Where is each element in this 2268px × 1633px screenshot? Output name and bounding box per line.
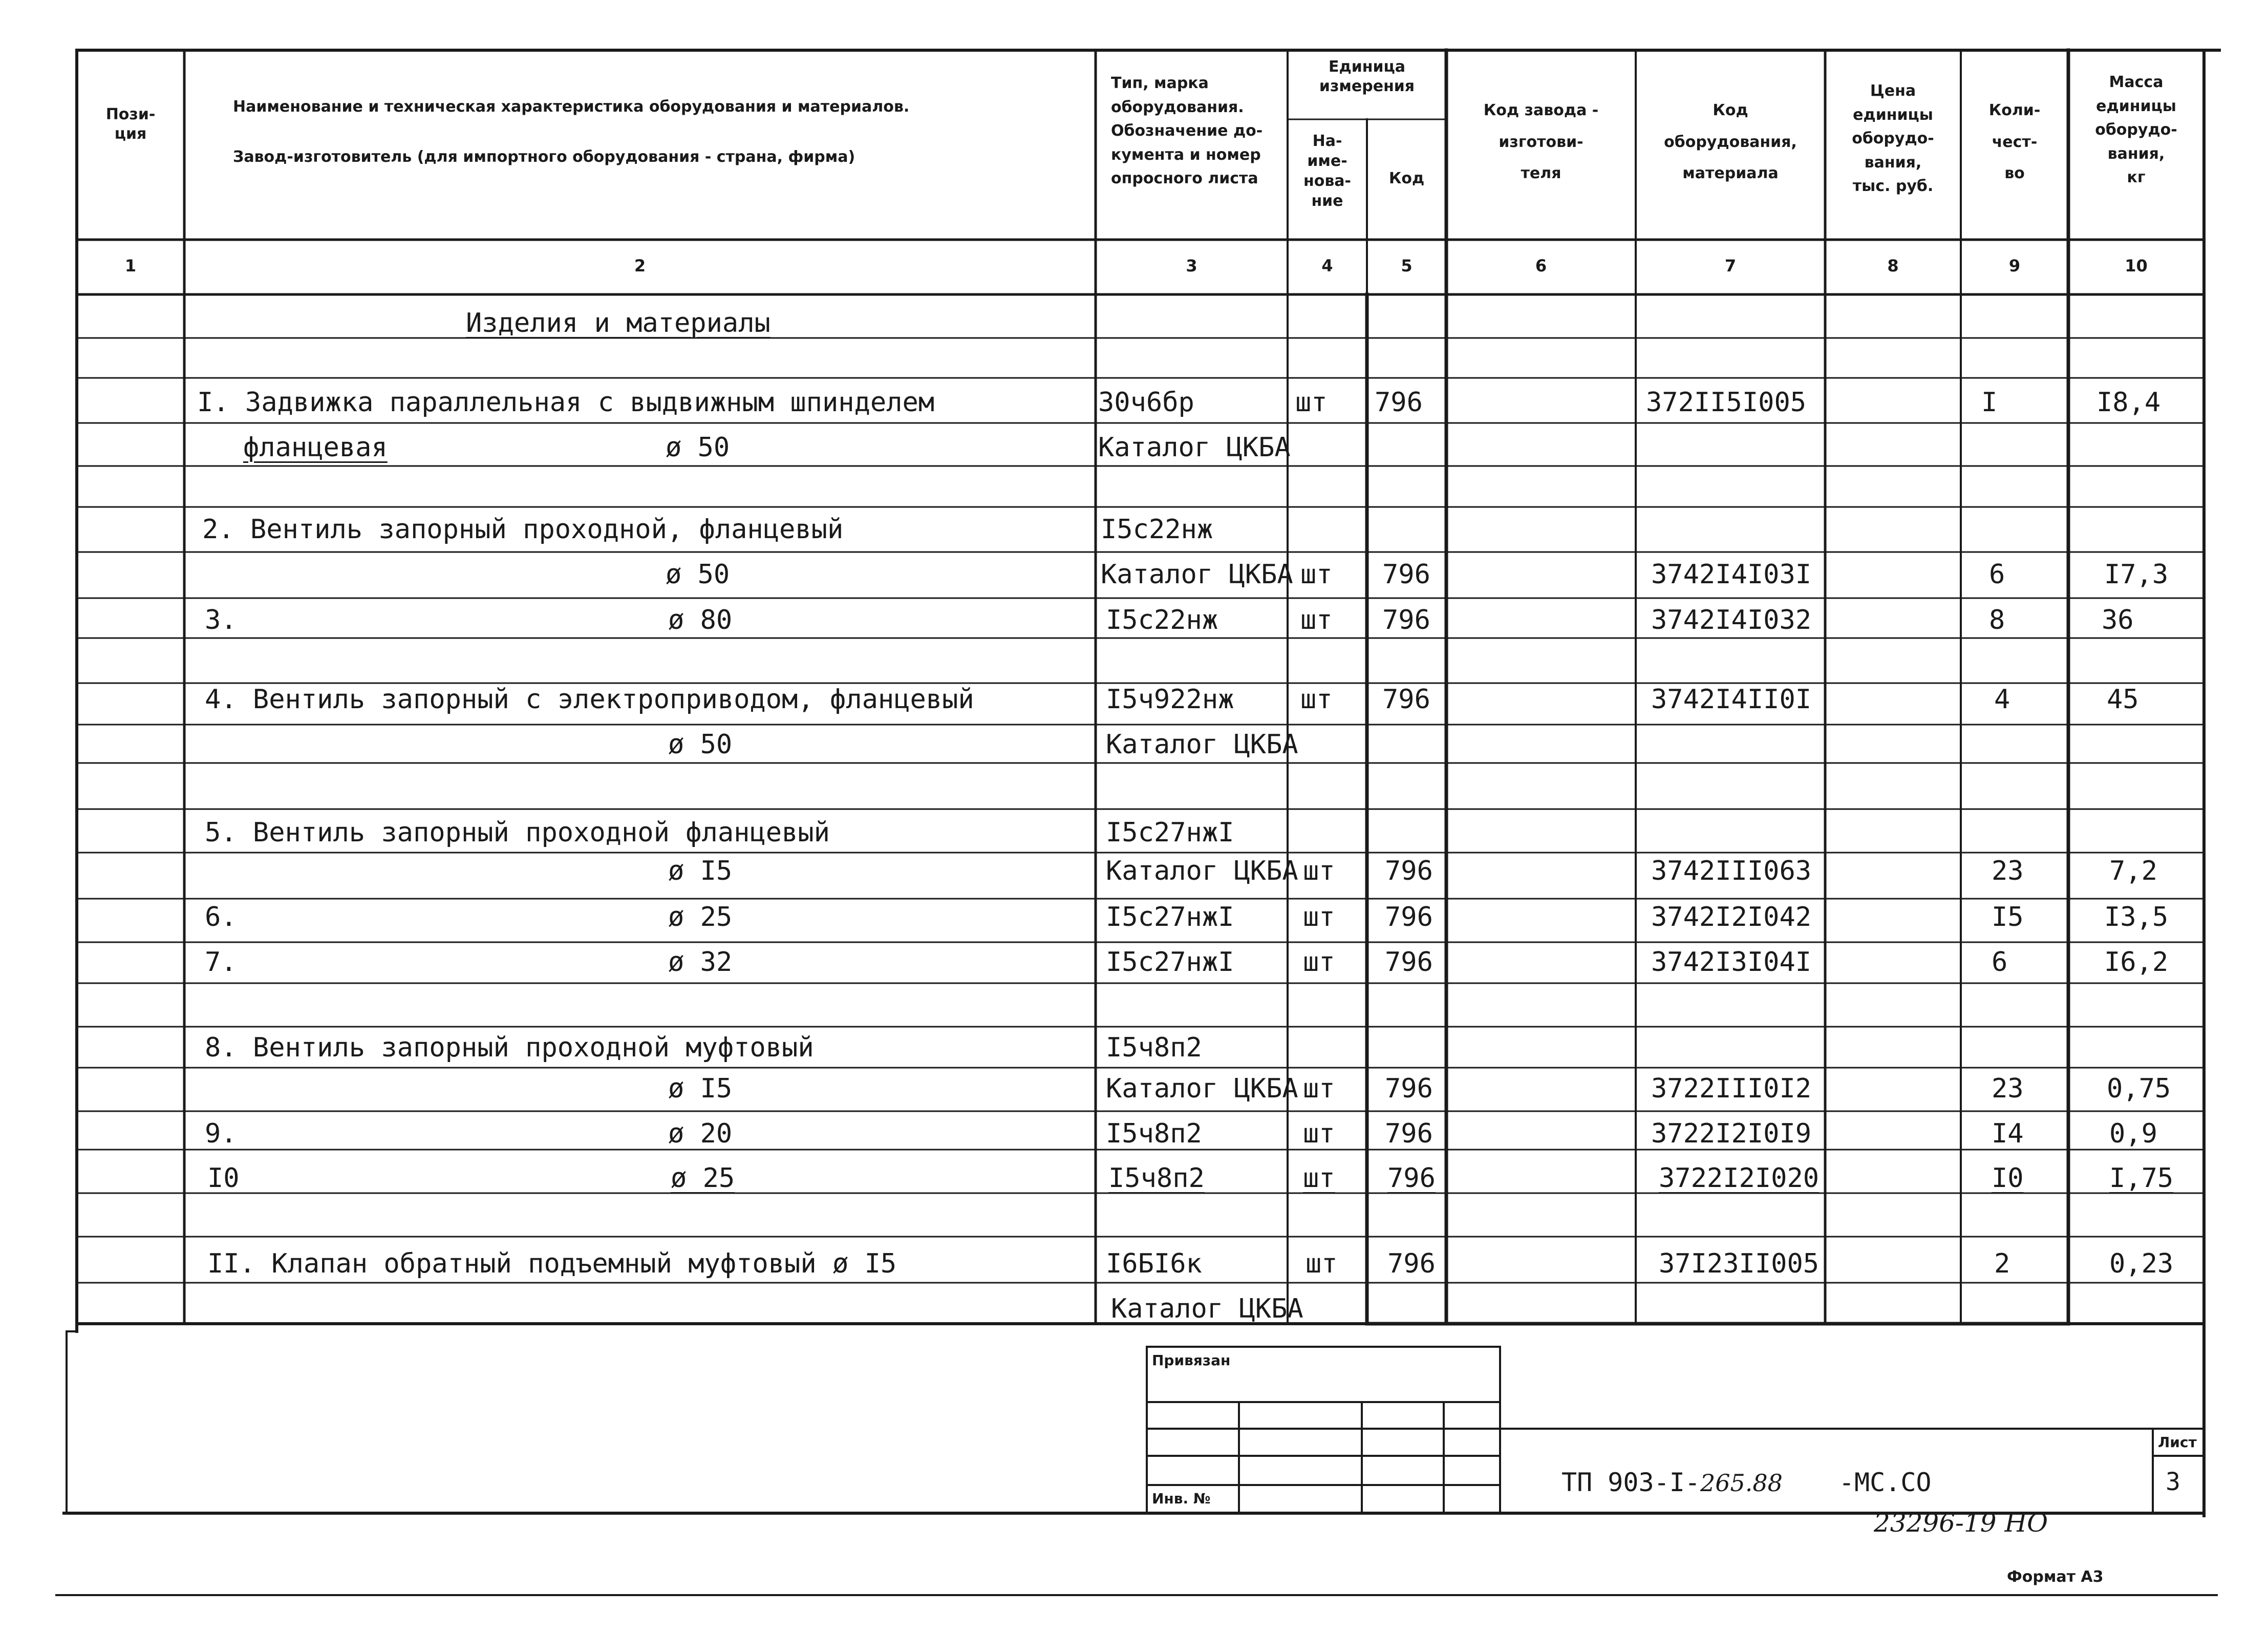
item-code: 3742I4II0I bbox=[1651, 684, 1812, 715]
item-name: 3. bbox=[205, 605, 237, 635]
item-name: 7. bbox=[205, 947, 237, 978]
item-unit-code: 796 bbox=[1382, 684, 1430, 715]
item-type: I5с27нжI bbox=[1106, 902, 1234, 932]
item-diameter: ø I5 bbox=[668, 1073, 733, 1104]
item-qty: I4 bbox=[1992, 1118, 2024, 1149]
item-name: I0 bbox=[207, 1163, 240, 1194]
item-qty: 6 bbox=[1992, 947, 2008, 978]
item-mass: I8,4 bbox=[2096, 387, 2161, 418]
item-unit: шт bbox=[1300, 684, 1333, 715]
item-diameter: ø 50 bbox=[668, 729, 733, 760]
item-qty: 2 bbox=[1994, 1248, 2010, 1279]
item-mass: 0,75 bbox=[2107, 1073, 2171, 1104]
item-mass: I7,3 bbox=[2104, 559, 2169, 590]
item-type: I5с27нжI bbox=[1106, 817, 1234, 848]
item-diameter: ø 25 bbox=[671, 1163, 735, 1194]
item-mass: I,75 bbox=[2109, 1163, 2174, 1194]
item-type: I5с22нж bbox=[1101, 514, 1213, 545]
column-number: 9 bbox=[2008, 256, 2021, 275]
item-diameter: ø 20 bbox=[668, 1118, 733, 1149]
item-qty: I bbox=[1981, 387, 1998, 418]
column-number: 7 bbox=[1724, 256, 1737, 275]
item-type: Каталог ЦКБА bbox=[1101, 559, 1293, 590]
item-type: Каталог ЦКБА bbox=[1106, 856, 1298, 886]
item-diameter: ø I5 bbox=[668, 856, 733, 886]
item-unit-code: 796 bbox=[1385, 902, 1433, 932]
archive-number: 23296-19 НО bbox=[1874, 1508, 2048, 1538]
item-unit: шт bbox=[1303, 1118, 1335, 1149]
item-unit-code: 796 bbox=[1375, 387, 1423, 418]
item-unit: шт bbox=[1303, 947, 1335, 978]
header-plant-code: Код завода - изготови- теля bbox=[1483, 101, 1599, 182]
item-type: I6БI6к bbox=[1106, 1248, 1202, 1279]
section-title: Изделия и материалы bbox=[466, 308, 771, 338]
item-qty: 8 bbox=[1989, 605, 2005, 635]
item-code: 37I23II005 bbox=[1659, 1248, 1820, 1279]
column-number: 6 bbox=[1535, 256, 1547, 275]
column-number: 1 bbox=[124, 256, 137, 275]
item-diameter: ø 50 bbox=[666, 559, 730, 590]
item-unit-code: 796 bbox=[1385, 1118, 1433, 1149]
header-unit-code: Код bbox=[1388, 169, 1425, 187]
item-qty: I5 bbox=[1992, 902, 2024, 932]
item-mass: 7,2 bbox=[2109, 856, 2157, 886]
item-mass: I3,5 bbox=[2104, 902, 2169, 932]
item-diameter: ø 80 bbox=[668, 605, 733, 635]
item-unit-code: 796 bbox=[1387, 1248, 1436, 1279]
item-unit: шт bbox=[1295, 387, 1328, 418]
item-mass: I6,2 bbox=[2104, 947, 2169, 978]
header-unit-mass: Масса единицы оборудо- вания, кг bbox=[2095, 73, 2177, 186]
stamp-inventory-label: Инв. № bbox=[1152, 1490, 1211, 1507]
header-equipment-code: Код оборудования, материала bbox=[1664, 101, 1797, 182]
document-code-suffix: -МС.СО bbox=[1838, 1468, 1932, 1497]
item-qty: 23 bbox=[1992, 1073, 2024, 1104]
item-unit: шт bbox=[1300, 559, 1333, 590]
document-code-handwritten: 265.88 bbox=[1700, 1469, 1783, 1497]
document-code-prefix: ТП 903-I- bbox=[1561, 1468, 1700, 1497]
item-diameter: ø 50 bbox=[666, 432, 730, 463]
item-name: I. Задвижка параллельная с выдвижным шпинделем bbox=[197, 387, 935, 418]
item-unit-code: 796 bbox=[1385, 1073, 1433, 1104]
item-mass: 45 bbox=[2107, 684, 2139, 715]
item-code: 3742III063 bbox=[1651, 856, 1812, 886]
item-unit-code: 796 bbox=[1382, 605, 1430, 635]
item-unit-code: 796 bbox=[1385, 856, 1433, 886]
item-diameter: ø 32 bbox=[668, 947, 733, 978]
item-code: 3742I3I04I bbox=[1651, 947, 1812, 978]
header-position: Пози- ция bbox=[105, 105, 156, 143]
item-name: 9. bbox=[205, 1118, 237, 1149]
header-quantity: Коли- чест- во bbox=[1988, 101, 2041, 182]
item-name: 5. Вентиль запорный проходной фланцевый bbox=[205, 817, 830, 848]
item-type: Каталог ЦКБА bbox=[1111, 1293, 1303, 1324]
item-unit: шт bbox=[1303, 902, 1335, 932]
item-unit-code: 796 bbox=[1387, 1163, 1436, 1194]
header-name-line1: Наименование и техническая характеристика оборудования и материалов. bbox=[233, 98, 910, 116]
stamp-attached-label: Привязан bbox=[1152, 1352, 1231, 1369]
header-name-line2: Завод-изготовитель (для импортного оборудования - страна, фирма) bbox=[233, 148, 855, 166]
column-number: 3 bbox=[1186, 256, 1197, 275]
header-unit-name: На- име- нова- ние bbox=[1303, 132, 1352, 210]
item-type: I5с22нж bbox=[1106, 605, 1218, 635]
document-code bbox=[1561, 1470, 1932, 1495]
item-mass: 0,9 bbox=[2109, 1118, 2157, 1149]
item-type: I5ч8п2 bbox=[1106, 1118, 1202, 1149]
item-type: I5ч922нж bbox=[1106, 684, 1234, 715]
item-unit: шт bbox=[1306, 1248, 1338, 1279]
item-code: 3742I4I032 bbox=[1651, 605, 1812, 635]
item-qty: I0 bbox=[1992, 1163, 2024, 1194]
item-type: I5ч8п2 bbox=[1108, 1163, 1205, 1194]
item-qty: 4 bbox=[1994, 684, 2010, 715]
item-code: 3742I2I042 bbox=[1651, 902, 1812, 932]
item-qty: 6 bbox=[1989, 559, 2005, 590]
item-name: 2. Вентиль запорный проходной, фланцевый bbox=[202, 514, 844, 545]
item-code: 3722III0I2 bbox=[1651, 1073, 1812, 1104]
column-number: 5 bbox=[1401, 256, 1413, 275]
item-mass: 0,23 bbox=[2109, 1248, 2174, 1279]
item-unit: шт bbox=[1303, 1163, 1335, 1194]
item-name: 4. Вентиль запорный с электроприводом, фланцевый bbox=[205, 684, 974, 715]
column-number: 10 bbox=[2125, 256, 2148, 275]
item-unit: шт bbox=[1300, 605, 1333, 635]
item-code: 3722I2I020 bbox=[1659, 1163, 1820, 1194]
item-type: Каталог ЦКБА bbox=[1106, 1073, 1298, 1104]
item-diameter: ø 25 bbox=[668, 902, 733, 932]
item-unit: шт bbox=[1303, 1073, 1335, 1104]
item-unit-code: 796 bbox=[1382, 559, 1430, 590]
header-unit-group: Единица измерения bbox=[1319, 58, 1415, 95]
item-type: I5ч8п2 bbox=[1106, 1032, 1202, 1063]
item-code: 3742I4I03I bbox=[1651, 559, 1812, 590]
item-mass: 36 bbox=[2102, 605, 2134, 635]
sheet-label: Лист bbox=[2158, 1434, 2197, 1451]
item-type: Каталог ЦКБА bbox=[1106, 729, 1298, 760]
item-type: I5с27нжI bbox=[1106, 947, 1234, 978]
column-number: 2 bbox=[634, 256, 646, 275]
item-qty: 23 bbox=[1992, 856, 2024, 886]
item-type: 30ч6бр bbox=[1098, 387, 1194, 418]
item-type: Каталог ЦКБА bbox=[1098, 432, 1291, 463]
header-type-mark: Тип, марка оборудования. Обозначение до- кумента и номер опросного листа bbox=[1111, 74, 1263, 187]
sheet-number: 3 bbox=[2166, 1468, 2180, 1496]
header-unit-price: Цена единицы оборудо- вания, тыс. руб. bbox=[1852, 82, 1934, 195]
item-unit-code: 796 bbox=[1385, 947, 1433, 978]
column-number: 4 bbox=[1321, 256, 1333, 275]
item-name: 8. Вентиль запорный проходной муфтовый bbox=[205, 1032, 814, 1063]
column-number: 8 bbox=[1887, 256, 1899, 275]
item-name: фланцевая bbox=[243, 432, 388, 463]
format-label: Формат А3 bbox=[2007, 1568, 2104, 1586]
item-unit: шт bbox=[1303, 856, 1335, 886]
item-name: 6. bbox=[205, 902, 237, 932]
item-code: 372II5I005 bbox=[1646, 387, 1807, 418]
item-name: II. Клапан обратный подъемный муфтовый ø I5 bbox=[207, 1248, 897, 1279]
item-code: 3722I2I0I9 bbox=[1651, 1118, 1812, 1149]
